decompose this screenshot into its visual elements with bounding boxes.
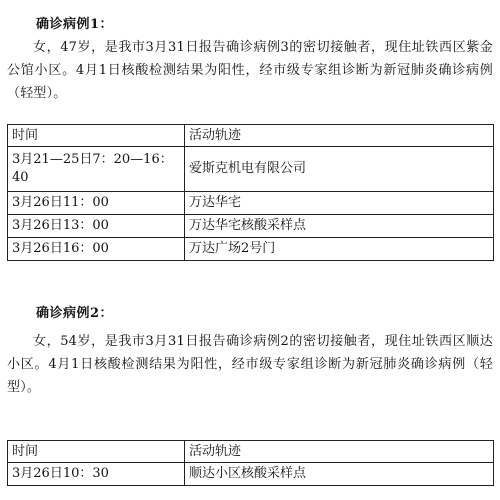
row-time: 3月26日10：30 — [8, 463, 185, 486]
header-activity: 活动轨迹 — [185, 125, 494, 147]
table-row — [8, 147, 494, 192]
row-time: 3月26日16：00 — [8, 238, 185, 261]
row-place: 万达华宅 — [185, 192, 494, 215]
row-time: 3月26日11：00 — [8, 192, 185, 215]
table-row — [8, 463, 494, 486]
table-header-row — [8, 441, 494, 463]
header-time: 时间 — [8, 125, 185, 147]
case-2-description: 女，54岁，是我市3月31日报告确诊病例2的密切接触者，现住址铁西区顺达小区。4月1日核酸检测结果为阳性，经市级专家组诊断为新冠肺炎确诊病例（轻型）。 — [7, 334, 493, 395]
header-activity: 活动轨迹 — [185, 441, 494, 463]
table-row — [8, 215, 494, 238]
row-place: 爱斯克机电有限公司 — [185, 147, 494, 192]
row-time: 3月26日13：00 — [8, 215, 185, 238]
case-1-description: 女，47岁，是我市3月31日报告确诊病例3的密切接触者，现住址铁西区紫金公馆小区。4月1日核酸检测结果为阳性，经市级专家组诊断为新冠肺炎确诊病例（轻型）。 — [7, 40, 493, 101]
case-1-title: 确诊病例1： — [36, 17, 114, 32]
row-time: 3月21—25日7：20—16：40 — [8, 147, 185, 192]
row-place: 万达广场2号门 — [185, 238, 494, 261]
case-2-activity-table — [7, 440, 494, 486]
row-place: 顺达小区核酸采样点 — [185, 463, 494, 486]
table-header-row — [8, 125, 494, 147]
case-1-activity-table — [7, 124, 494, 261]
row-place: 万达华宅核酸采样点 — [185, 215, 494, 238]
header-time: 时间 — [8, 441, 185, 463]
table-row — [8, 238, 494, 261]
case-2-title: 确诊病例2： — [36, 306, 114, 321]
table-row — [8, 192, 494, 215]
